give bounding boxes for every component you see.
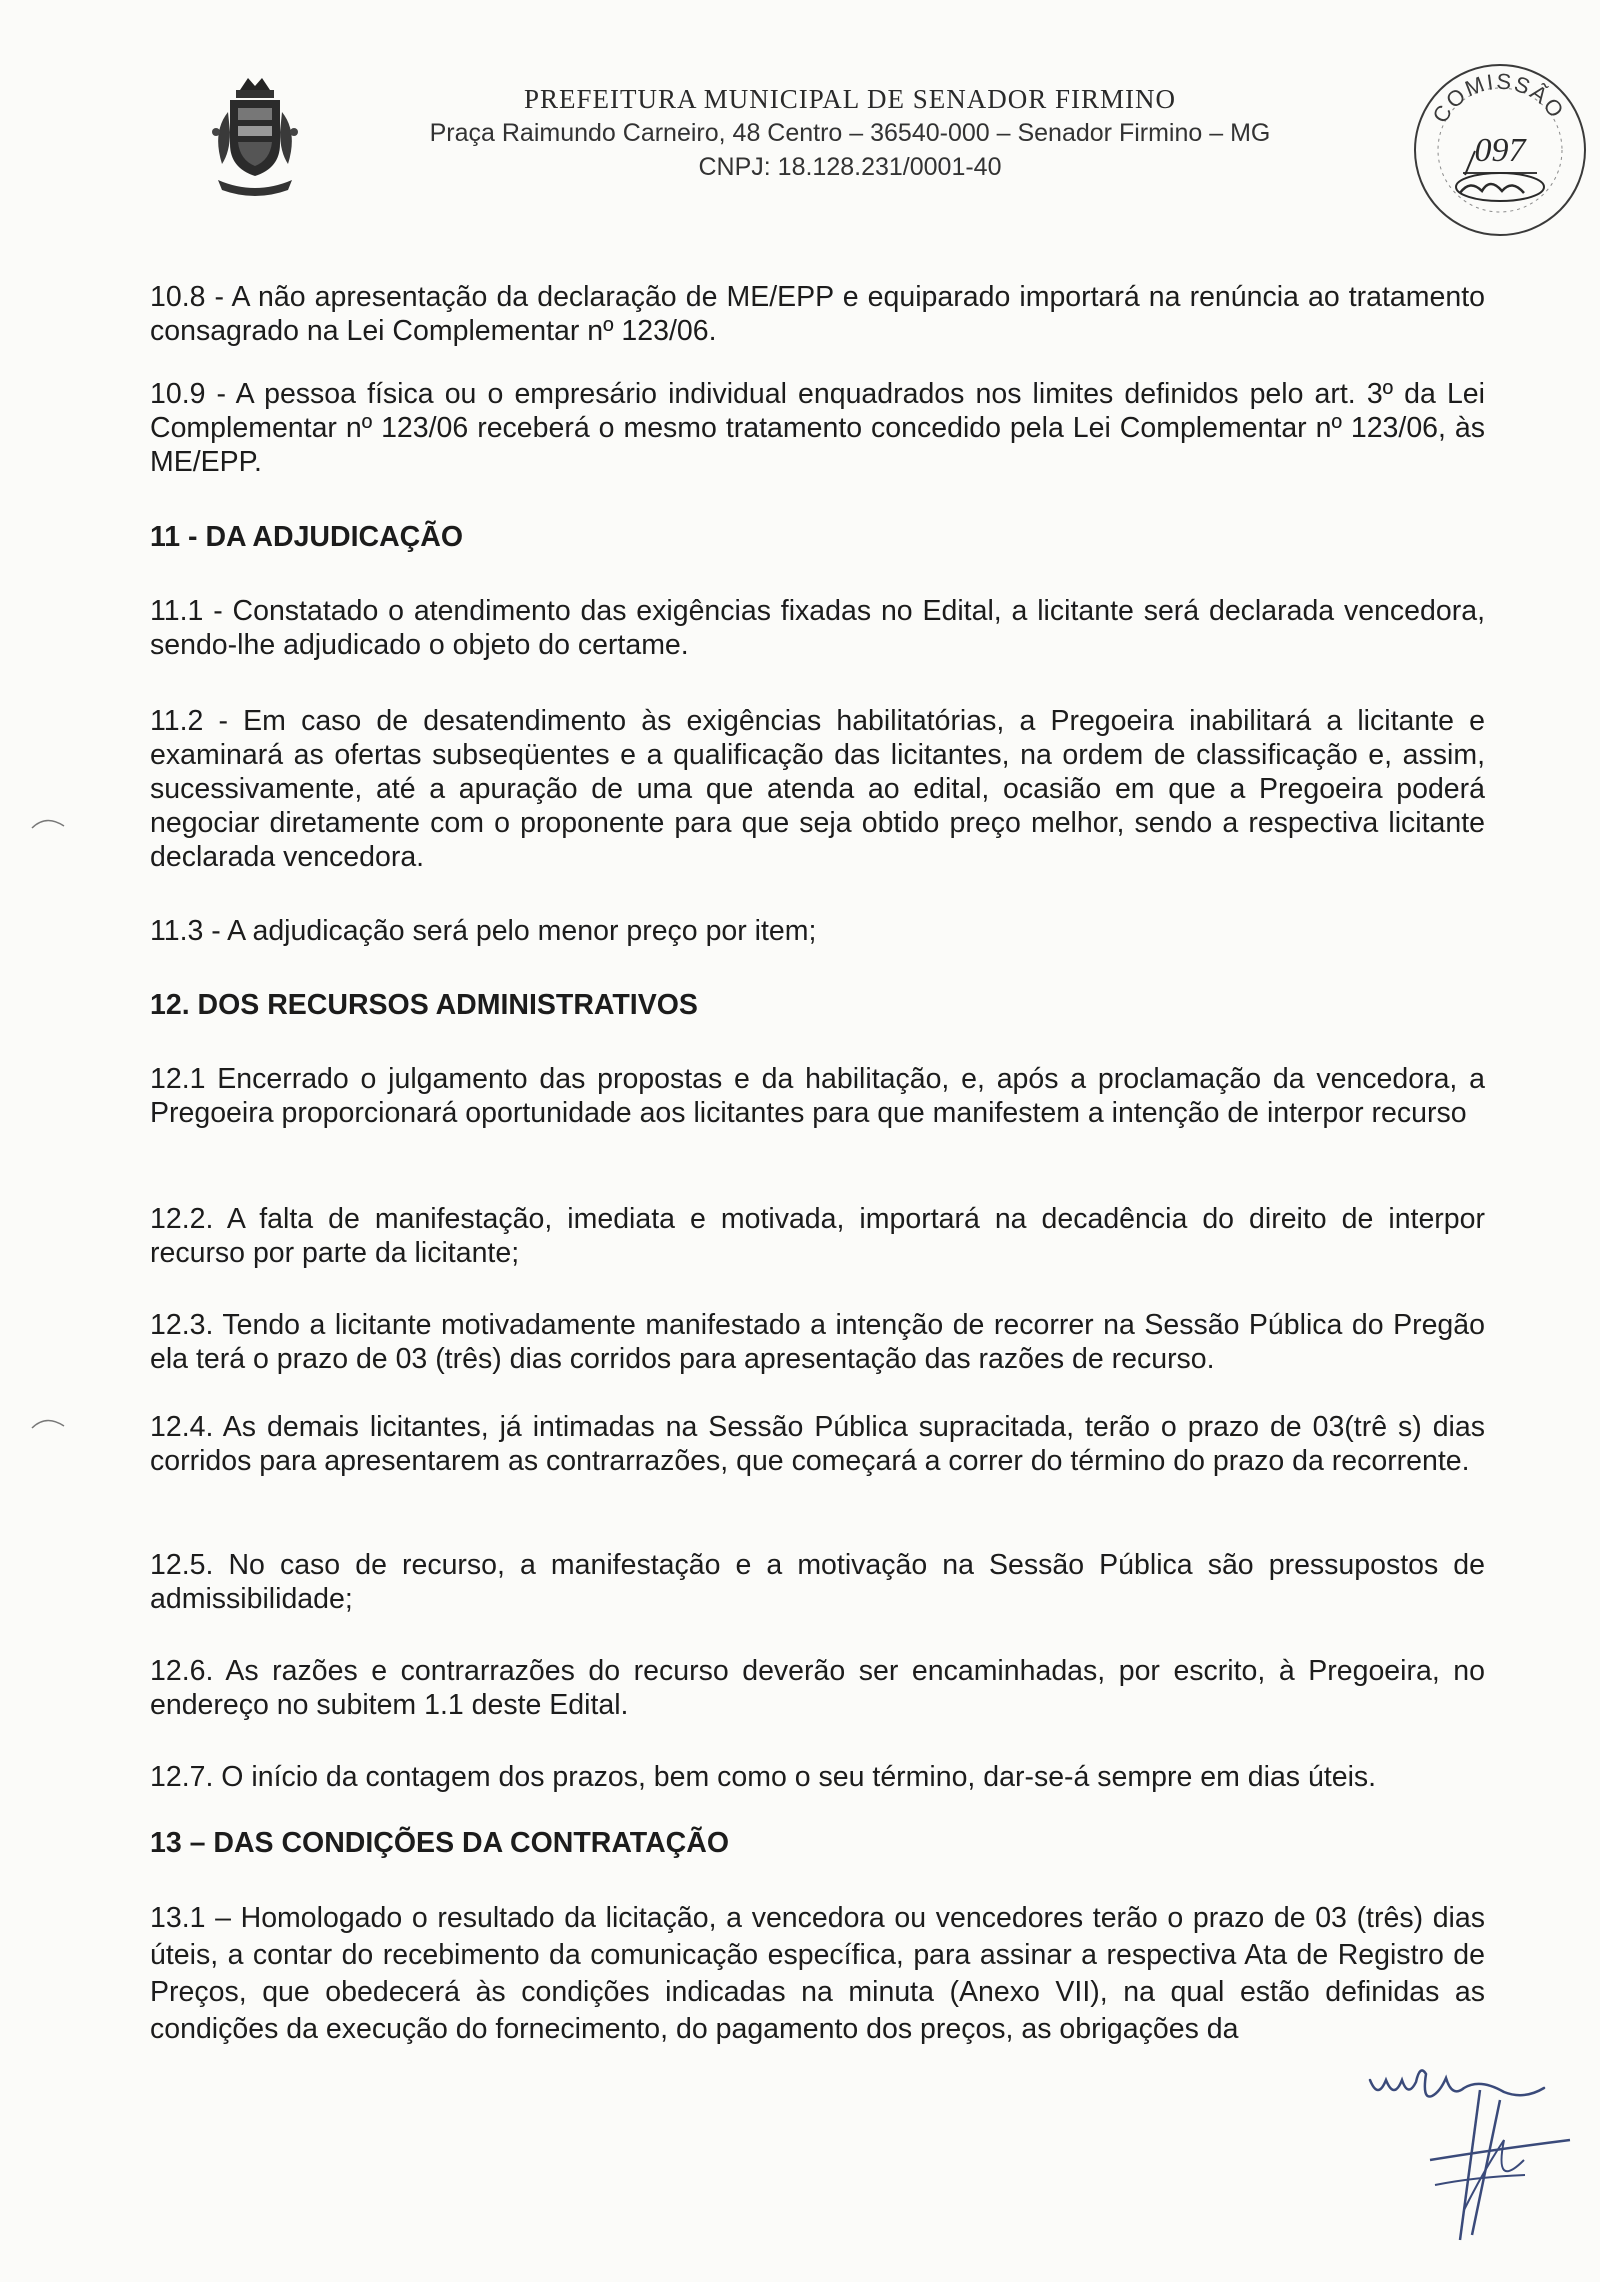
- clause-12-2: 12.2. A falta de manifestação, imediata e motivada, importará na decadência do direito de interpor recurso por parte da licitante;: [150, 1203, 1485, 1269]
- margin-tick-mark: [30, 1412, 68, 1432]
- clause-10-8: 10.8 - A não apresentação da declaração de ME/EPP e equiparado importará na renúncia ao tratamento consagrado na Lei Complementar nº 123/06.: [150, 281, 1485, 347]
- stamp-page-number: 097: [1474, 132, 1526, 169]
- margin-tick-mark: [30, 812, 68, 832]
- clause-11-2: 11.2 - Em caso de desatendimento às exigências habilitatórias, a Pregoeira inabilitará a licitante e examinará as ofertas subseqüentes e a qualificação das licitantes, na ordem de classificação e, assim, sucessivamente, até a apuração de uma que atenda ao edital, ocasião em que a Pregoeira poderá negociar diretamente com o proponente para que seja obtido preço melhor, sendo a respectiva licitante declarada vencedora.: [150, 705, 1485, 873]
- section-13-heading: 13 – DAS CONDIÇÕES DA CONTRATAÇÃO: [150, 1827, 730, 1859]
- clause-12-4: 12.4. As demais licitantes, já intimadas na Sessão Pública supracitada, terão o prazo de 03(trê s) dias corridos para apresentarem as contrarrazões, que começará a correr do término do prazo da recorrente.: [150, 1411, 1485, 1477]
- clause-10-9: 10.9 - A pessoa física ou o empresário individual enquadrados nos limites definidos pelo art. 3º da Lei Complementar nº 123/06 receberá o mesmo tratamento concedido pela Lei Complementar nº 123/06, às ME/EPP.: [150, 378, 1485, 478]
- clause-11-3: 11.3 - A adjudicação será pelo menor preço por item;: [150, 915, 817, 947]
- clause-13-1: 13.1 – Homologado o resultado da licitação, a vencedora ou vencedores terão o prazo de 03 (três) dias úteis, a contar do recebimento da comunicação específica, para assinar a respectiva Ata de Registro de Preços, que obedecerá às condições indicadas na minuta (Anexo VII), na qual estão definidas as condições da execução do fornecimento, do pagamento dos preços, as obrigações da: [150, 1902, 1485, 2045]
- section-11-heading: 11 - DA ADJUDICAÇÃO: [150, 521, 464, 553]
- handwritten-rubric-signature: [1360, 2050, 1590, 2250]
- clause-12-3: 12.3. Tendo a licitante motivadamente manifestado a intenção de recorrer na Sessão Pública do Pregão ela terá o prazo de 03 (três) dias corridos para apresentação das razões de recurso.: [150, 1309, 1485, 1375]
- section-12-heading: 12. DOS RECURSOS ADMINISTRATIVOS: [150, 989, 698, 1021]
- clause-11-1: 11.1 - Constatado o atendimento das exigências fixadas no Edital, a licitante será declarada vencedora, sendo-lhe adjudicado o objeto do certame.: [150, 595, 1485, 661]
- letterhead: [180, 70, 1440, 210]
- clause-12-7: 12.7. O início da contagem dos prazos, bem como o seu término, dar-se-á sempre em dias úteis.: [150, 1761, 1377, 1793]
- clause-12-6: 12.6. As razões e contrarrazões do recurso deverão ser encaminhadas, por escrito, à Pregoeira, no endereço no subitem 1.1 deste Edital.: [150, 1655, 1485, 1721]
- organization-block: [420, 82, 1280, 184]
- clause-12-5: 12.5. No caso de recurso, a manifestação e a motivação na Sessão Pública são pressupostos de admissibilidade;: [150, 1549, 1485, 1615]
- clause-12-1: 12.1 Encerrado o julgamento das propostas e da habilitação, e, após a proclamação da vencedora, a Pregoeira proporcionará oportunidade aos licitantes para que manifestem a intenção de interpor recurso: [150, 1063, 1485, 1129]
- organization-cnpj: CNPJ: 18.128.231/0001-40: [698, 153, 1002, 181]
- organization-address: Praça Raimundo Carneiro, 48 Centro – 36540-000 – Senador Firmino – MG: [429, 119, 1271, 147]
- organization-name: PREFEITURA MUNICIPAL DE SENADOR FIRMINO: [523, 84, 1177, 114]
- svg-text:COMISSÃO: [1427, 69, 1569, 128]
- municipal-coat-of-arms-icon: [200, 72, 310, 202]
- stamp-arc-text: COMISSÃO: [1427, 68, 1570, 128]
- commission-page-stamp: [1405, 55, 1595, 240]
